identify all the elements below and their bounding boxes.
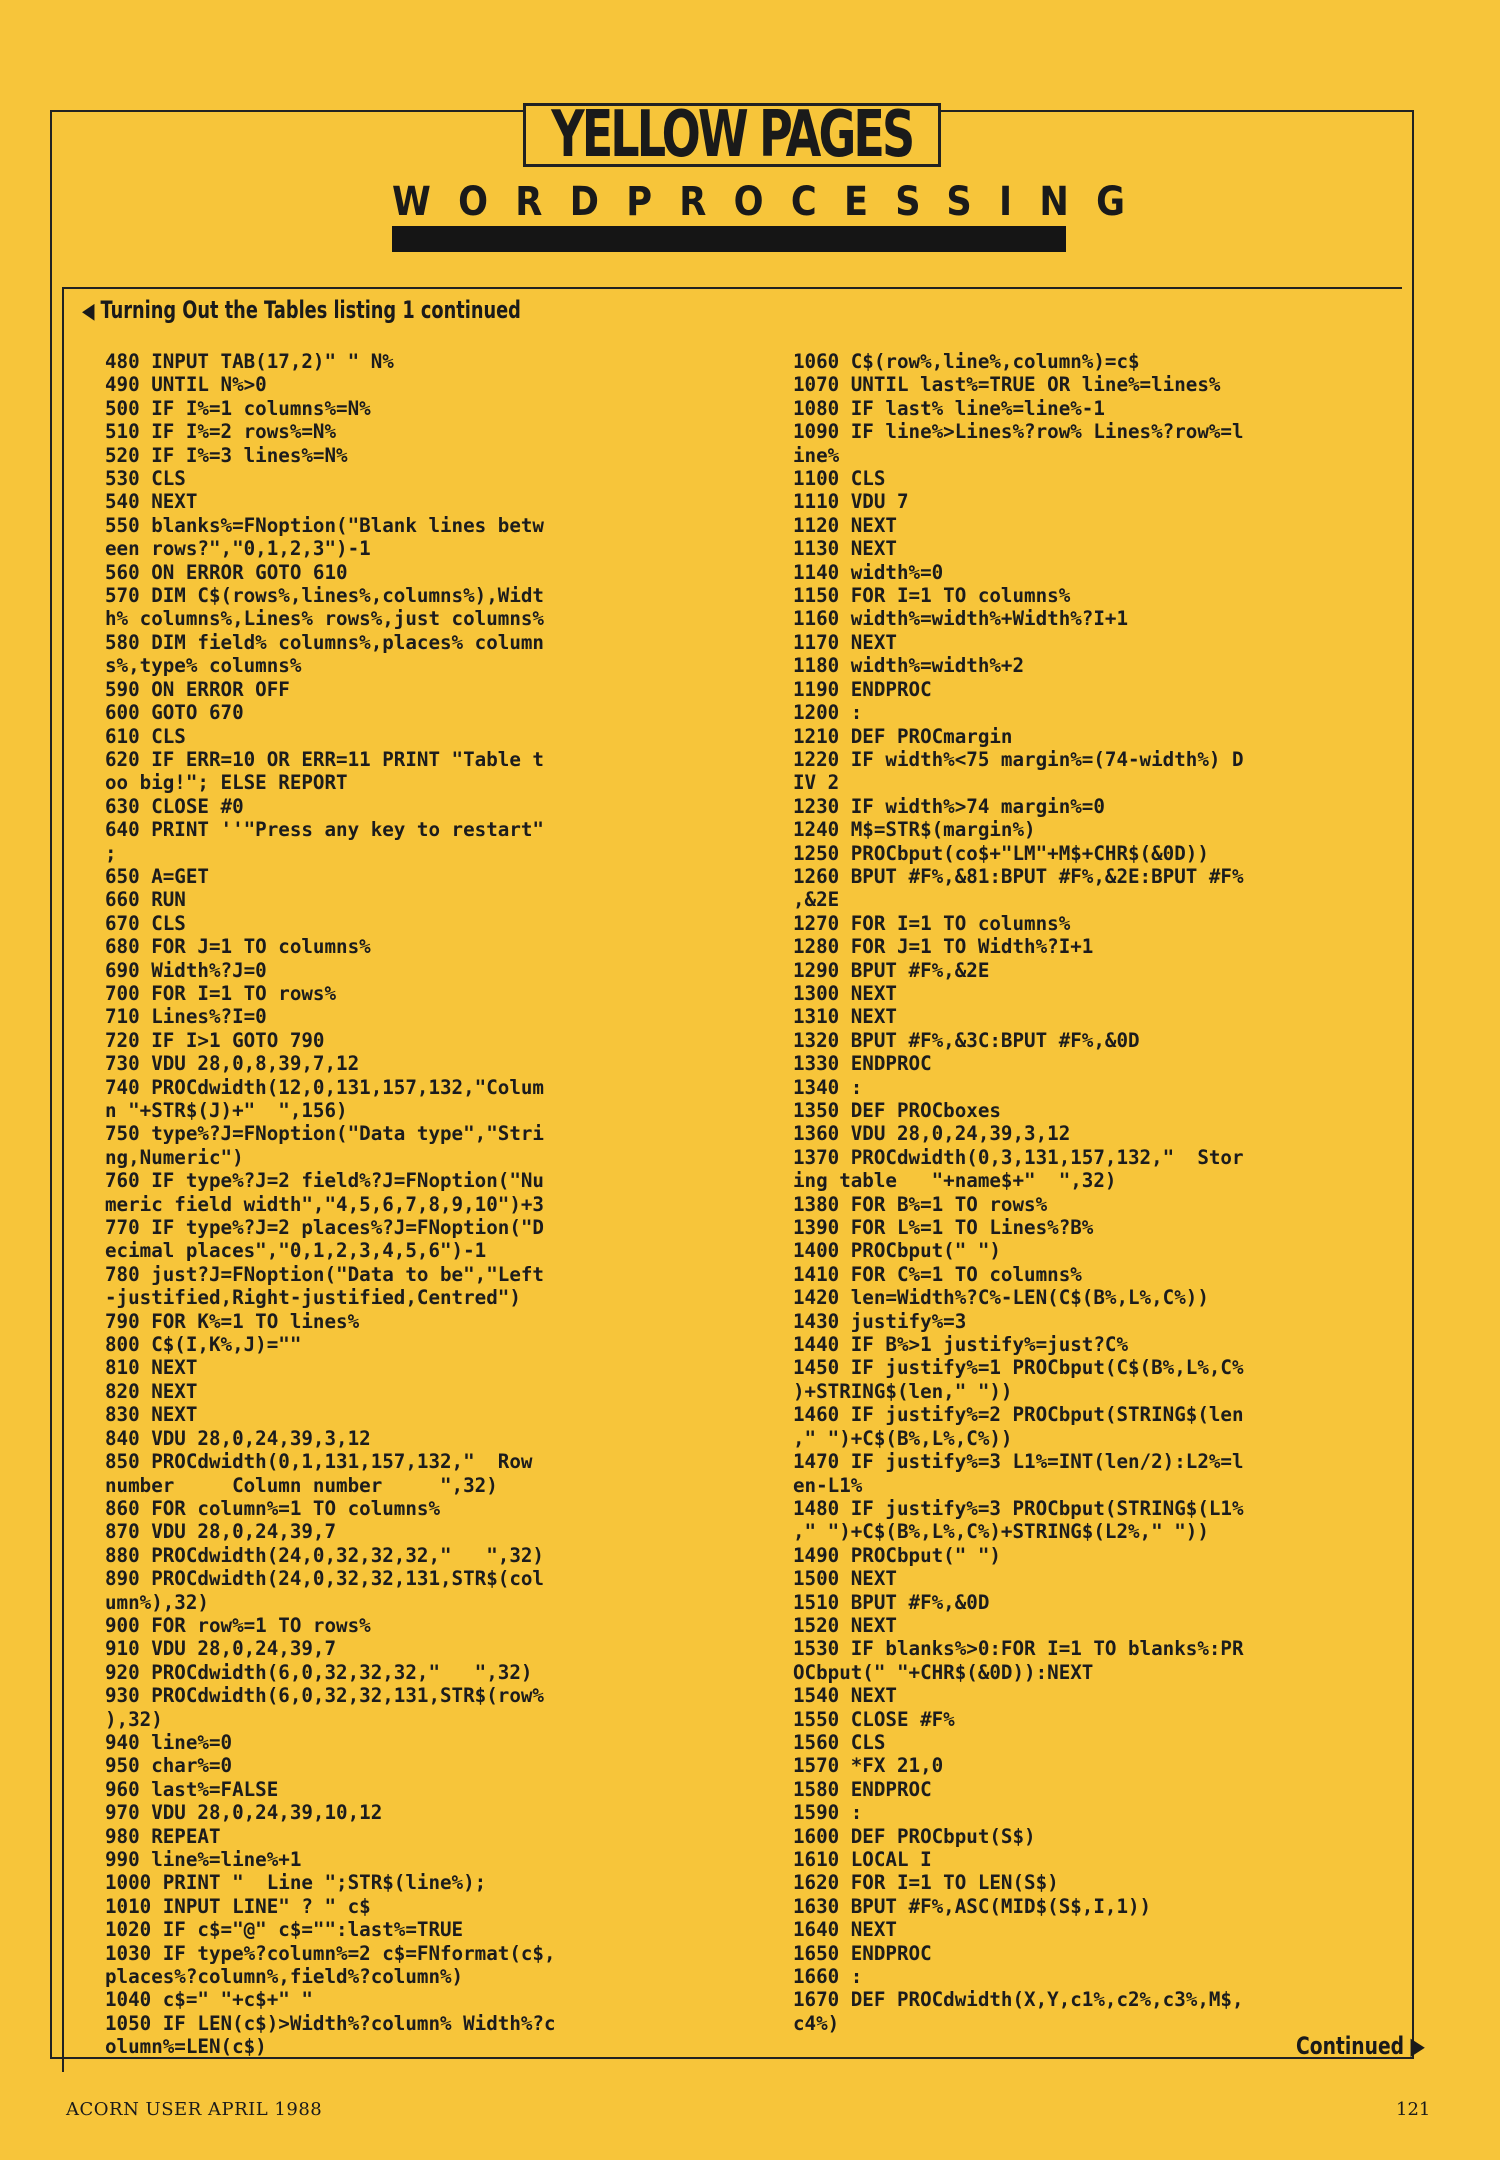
code-line: 1090 IF line%>Lines%?row% Lines%?row%=l — [793, 420, 1244, 444]
code-line: 1390 FOR L%=1 TO Lines%?B% — [793, 1216, 1094, 1240]
code-line: h% columns%,Lines% rows%,just columns% — [105, 607, 544, 631]
code-line: 900 FOR row%=1 TO rows% — [105, 1613, 371, 1637]
code-line: 1200 : — [793, 701, 863, 725]
code-line: ine% — [793, 443, 840, 467]
code-line: 1250 PROCbput(co$+"LM"+M$+CHR$(&0D)) — [793, 841, 1209, 865]
code-line: umn%),32) — [105, 1590, 209, 1614]
code-line: 1560 CLS — [793, 1730, 886, 1754]
code-line: 820 NEXT — [105, 1379, 198, 1403]
code-line: 640 PRINT ''"Press any key to restart" — [105, 818, 544, 842]
code-line: 1170 NEXT — [793, 630, 897, 654]
code-line: 560 ON ERROR GOTO 610 — [105, 560, 348, 584]
code-line: 1320 BPUT #F%,&3C:BPUT #F%,&0D — [793, 1028, 1140, 1052]
code-line: 1260 BPUT #F%,&81:BPUT #F%,&2E:BPUT #F% — [793, 864, 1244, 888]
listing-left-column — [105, 350, 556, 2059]
code-line: 1310 NEXT — [793, 1005, 897, 1029]
code-line: meric field width","4,5,6,7,8,9,10")+3 — [105, 1192, 544, 1216]
code-line: s%,type% columns% — [105, 654, 302, 678]
code-line: 1640 NEXT — [793, 1918, 897, 1942]
section-underline-bar — [392, 226, 1066, 252]
code-line: ng,Numeric") — [105, 1145, 244, 1169]
code-line: 950 char%=0 — [105, 1754, 233, 1778]
code-line: 920 PROCdwidth(6,0,32,32,32," ",32) — [105, 1660, 533, 1684]
code-line: 840 VDU 28,0,24,39,3,12 — [105, 1426, 371, 1450]
code-line: number Column number ",32) — [105, 1473, 498, 1497]
code-line: 610 CLS — [105, 724, 186, 748]
code-line: 1060 C$(row%,line%,column%)=c$ — [793, 350, 1140, 373]
code-line: 1050 IF LEN(c$)>Width%?column% Width%?c — [105, 2011, 556, 2035]
masthead-box — [523, 98, 941, 172]
code-line: 590 ON ERROR OFF — [105, 677, 290, 701]
code-line: en-L1% — [793, 1473, 863, 1497]
code-line: 1110 VDU 7 — [793, 490, 909, 514]
code-line: 850 PROCdwidth(0,1,131,157,132," Row — [105, 1450, 533, 1474]
left-arrow-icon: ◀ — [82, 299, 95, 324]
code-line: 600 GOTO 670 — [105, 701, 244, 725]
code-line: 630 CLOSE #0 — [105, 794, 244, 818]
code-line: 1550 CLOSE #F% — [793, 1707, 955, 1731]
code-line: )+STRING$(len," ")) — [793, 1379, 1013, 1403]
code-line: 1530 IF blanks%>0:FOR I=1 TO blanks%:PR — [793, 1637, 1244, 1661]
code-line: 780 just?J=FNoption("Data to be","Left — [105, 1262, 544, 1286]
code-line: 1570 *FX 21,0 — [793, 1754, 944, 1778]
code-line: 730 VDU 28,0,8,39,7,12 — [105, 1052, 360, 1076]
code-line: 1340 : — [793, 1075, 863, 1099]
code-line: 1070 UNTIL last%=TRUE OR line%=lines% — [793, 373, 1221, 397]
code-line: 990 line%=line%+1 — [105, 1848, 302, 1871]
code-line: 1450 IF justify%=1 PROCbput(C$(B%,L%,C% — [793, 1356, 1244, 1380]
code-line: ing table "+name$+" ",32) — [793, 1169, 1117, 1193]
code-line: 1150 FOR I=1 TO columns% — [793, 584, 1071, 608]
code-line: 1040 c$=" "+c$+" " — [105, 1988, 313, 2012]
code-line: 700 FOR I=1 TO rows% — [105, 981, 337, 1005]
code-line: een rows?","0,1,2,3")-1 — [105, 537, 371, 561]
code-line: ," ")+C$(B%,L%,C%)+STRING$(L2%," ")) — [793, 1520, 1209, 1544]
code-line: 1270 FOR I=1 TO columns% — [793, 911, 1071, 935]
code-line: 480 INPUT TAB(17,2)" " N% — [105, 350, 394, 373]
code-line: 980 REPEAT — [105, 1824, 221, 1848]
code-line: 1600 DEF PROCbput(S$) — [793, 1824, 1036, 1848]
code-line: ; — [105, 841, 117, 865]
code-line: 1220 IF width%<75 margin%=(74-width%) D — [793, 747, 1244, 771]
code-line: 720 IF I>1 GOTO 790 — [105, 1028, 325, 1052]
code-line: 1210 DEF PROCmargin — [793, 724, 1013, 748]
code-line: OCbput(" "+CHR$(&0D)):NEXT — [793, 1660, 1094, 1684]
code-line: 1400 PROCbput(" ") — [793, 1239, 1001, 1263]
code-line: ),32) — [105, 1707, 163, 1731]
code-line: 690 Width%?J=0 — [105, 958, 267, 982]
code-line: 1510 BPUT #F%,&0D — [793, 1590, 990, 1614]
code-line: 1000 PRINT " Line ";STR$(line%); — [105, 1871, 487, 1895]
code-line: 660 RUN — [105, 888, 186, 912]
footer-publication: ACORN USER APRIL 1988 — [66, 2099, 323, 2120]
code-line: 1660 : — [793, 1965, 863, 1989]
code-line: 1290 BPUT #F%,&2E — [793, 958, 990, 982]
code-line: olumn%=LEN(c$) — [105, 2035, 267, 2059]
code-line: 670 CLS — [105, 911, 186, 935]
code-line: 1380 FOR B%=1 TO rows% — [793, 1192, 1048, 1216]
code-line: 930 PROCdwidth(6,0,32,32,131,STR$(row% — [105, 1684, 544, 1708]
code-line: 1500 NEXT — [793, 1567, 897, 1591]
code-line: 1490 PROCbput(" ") — [793, 1543, 1001, 1567]
code-line: 1350 DEF PROCboxes — [793, 1099, 1001, 1122]
code-line: places%?column%,field%?column%) — [105, 1965, 464, 1989]
code-line: 1420 len=Width%?C%-LEN(C$(B%,L%,C%)) — [793, 1286, 1209, 1310]
code-line: 1370 PROCdwidth(0,3,131,157,132," Stor — [793, 1145, 1244, 1169]
continued-label: Continued ▶ — [1296, 2032, 1425, 2060]
code-line: 680 FOR J=1 TO columns% — [105, 935, 371, 959]
code-line: 1590 : — [793, 1801, 863, 1825]
code-line: 490 UNTIL N%>0 — [105, 373, 267, 397]
code-line: 1520 NEXT — [793, 1613, 897, 1637]
code-line: 810 NEXT — [105, 1356, 198, 1380]
code-line: 650 A=GET — [105, 864, 209, 888]
code-line: 1130 NEXT — [793, 537, 897, 561]
code-line: 940 line%=0 — [105, 1730, 233, 1754]
code-line: 620 IF ERR=10 OR ERR=11 PRINT "Table t — [105, 747, 544, 771]
code-line: 1580 ENDPROC — [793, 1777, 932, 1801]
code-line: 1440 IF B%>1 justify%=just?C% — [793, 1333, 1129, 1357]
code-line: 550 blanks%=FNoption("Blank lines betw — [105, 513, 544, 537]
code-line: 1430 justify%=3 — [793, 1309, 967, 1333]
code-line: 1540 NEXT — [793, 1684, 897, 1708]
code-line: 830 NEXT — [105, 1403, 198, 1427]
code-line: c4%) — [793, 2011, 840, 2035]
code-line: 1240 M$=STR$(margin%) — [793, 818, 1036, 842]
code-line: 800 C$(I,K%,J)="" — [105, 1333, 302, 1357]
code-line: 1100 CLS — [793, 467, 886, 491]
code-line: 1020 IF c$="@" c$="":last%=TRUE — [105, 1918, 464, 1942]
code-line: ," ")+C$(B%,L%,C%)) — [793, 1426, 1013, 1450]
code-line: 880 PROCdwidth(24,0,32,32,32," ",32) — [105, 1543, 544, 1567]
code-line: 1140 width%=0 — [793, 560, 944, 584]
code-line: -justified,Right-justified,Centred") — [105, 1286, 521, 1310]
code-line: 760 IF type%?J=2 field%?J=FNoption("Nu — [105, 1169, 544, 1193]
code-line: 1190 ENDPROC — [793, 677, 932, 701]
code-line: 1670 DEF PROCdwidth(X,Y,c1%,c2%,c3%,M$, — [793, 1988, 1244, 2012]
code-line: 890 PROCdwidth(24,0,32,32,131,STR$(col — [105, 1567, 544, 1591]
page-title: YELLOW PAGES — [551, 98, 913, 172]
code-line: 1010 INPUT LINE" ? " c$ — [105, 1894, 371, 1918]
code-line: 1330 ENDPROC — [793, 1052, 932, 1076]
code-line: 750 type%?J=FNoption("Data type","Stri — [105, 1122, 544, 1146]
code-line: 1120 NEXT — [793, 513, 897, 537]
code-line: ,&2E — [793, 888, 840, 912]
code-line: IV 2 — [793, 771, 840, 795]
code-line: 770 IF type%?J=2 places%?J=FNoption("D — [105, 1216, 544, 1240]
code-line: 1160 width%=width%+Width%?I+1 — [793, 607, 1129, 631]
code-line: 1480 IF justify%=3 PROCbput(STRING$(L1% — [793, 1496, 1244, 1520]
listing-right-column — [793, 350, 1244, 2035]
code-line: 1470 IF justify%=3 L1%=INT(len/2):L2%=l — [793, 1450, 1244, 1474]
code-line: 1360 VDU 28,0,24,39,3,12 — [793, 1122, 1071, 1146]
code-line: 740 PROCdwidth(12,0,131,157,132,"Colum — [105, 1075, 544, 1099]
code-line: 1280 FOR J=1 TO Width%?I+1 — [793, 935, 1094, 959]
code-line: 870 VDU 28,0,24,39,7 — [105, 1520, 337, 1544]
code-line: 520 IF I%=3 lines%=N% — [105, 443, 348, 467]
section-title: WORDPROCESSING — [392, 179, 1153, 225]
footer-page-number: 121 — [1396, 2099, 1431, 2120]
code-line: 1460 IF justify%=2 PROCbput(STRING$(len — [793, 1403, 1244, 1427]
code-line: 960 last%=FALSE — [105, 1777, 279, 1801]
code-line: 1630 BPUT #F%,ASC(MID$(S$,I,1)) — [793, 1894, 1152, 1918]
code-line: 1300 NEXT — [793, 981, 897, 1005]
listing-caption — [82, 298, 521, 323]
code-line: 860 FOR column%=1 TO columns% — [105, 1496, 441, 1520]
code-line: 790 FOR K%=1 TO lines% — [105, 1309, 360, 1333]
code-line: 710 Lines%?I=0 — [105, 1005, 267, 1029]
code-line: 910 VDU 28,0,24,39,7 — [105, 1637, 337, 1661]
code-line: 1030 IF type%?column%=2 c$=FNformat(c$, — [105, 1941, 556, 1965]
code-line: 530 CLS — [105, 467, 186, 491]
code-line: 500 IF I%=1 columns%=N% — [105, 396, 371, 420]
code-line: 510 IF I%=2 rows%=N% — [105, 420, 337, 444]
code-line: 1620 FOR I=1 TO LEN(S$) — [793, 1871, 1059, 1895]
code-line: n "+STR$(J)+" ",156) — [105, 1099, 348, 1122]
code-line: 540 NEXT — [105, 490, 198, 514]
code-line: 1180 width%=width%+2 — [793, 654, 1025, 678]
code-line: ecimal places","0,1,2,3,4,5,6")-1 — [105, 1239, 487, 1263]
code-line: 1230 IF width%>74 margin%=0 — [793, 794, 1105, 818]
code-line: 1610 LOCAL I — [793, 1848, 932, 1871]
code-line: 1410 FOR C%=1 TO columns% — [793, 1262, 1082, 1286]
listing-caption-text: Turning Out the Tables listing 1 continued — [100, 296, 521, 324]
code-line: 970 VDU 28,0,24,39,10,12 — [105, 1801, 383, 1825]
code-line: oo big!"; ELSE REPORT — [105, 771, 348, 795]
code-line: 1080 IF last% line%=line%-1 — [793, 396, 1105, 420]
code-line: 570 DIM C$(rows%,lines%,columns%),Widt — [105, 584, 544, 608]
code-line: 1650 ENDPROC — [793, 1941, 932, 1965]
code-line: 580 DIM field% columns%,places% column — [105, 630, 544, 654]
